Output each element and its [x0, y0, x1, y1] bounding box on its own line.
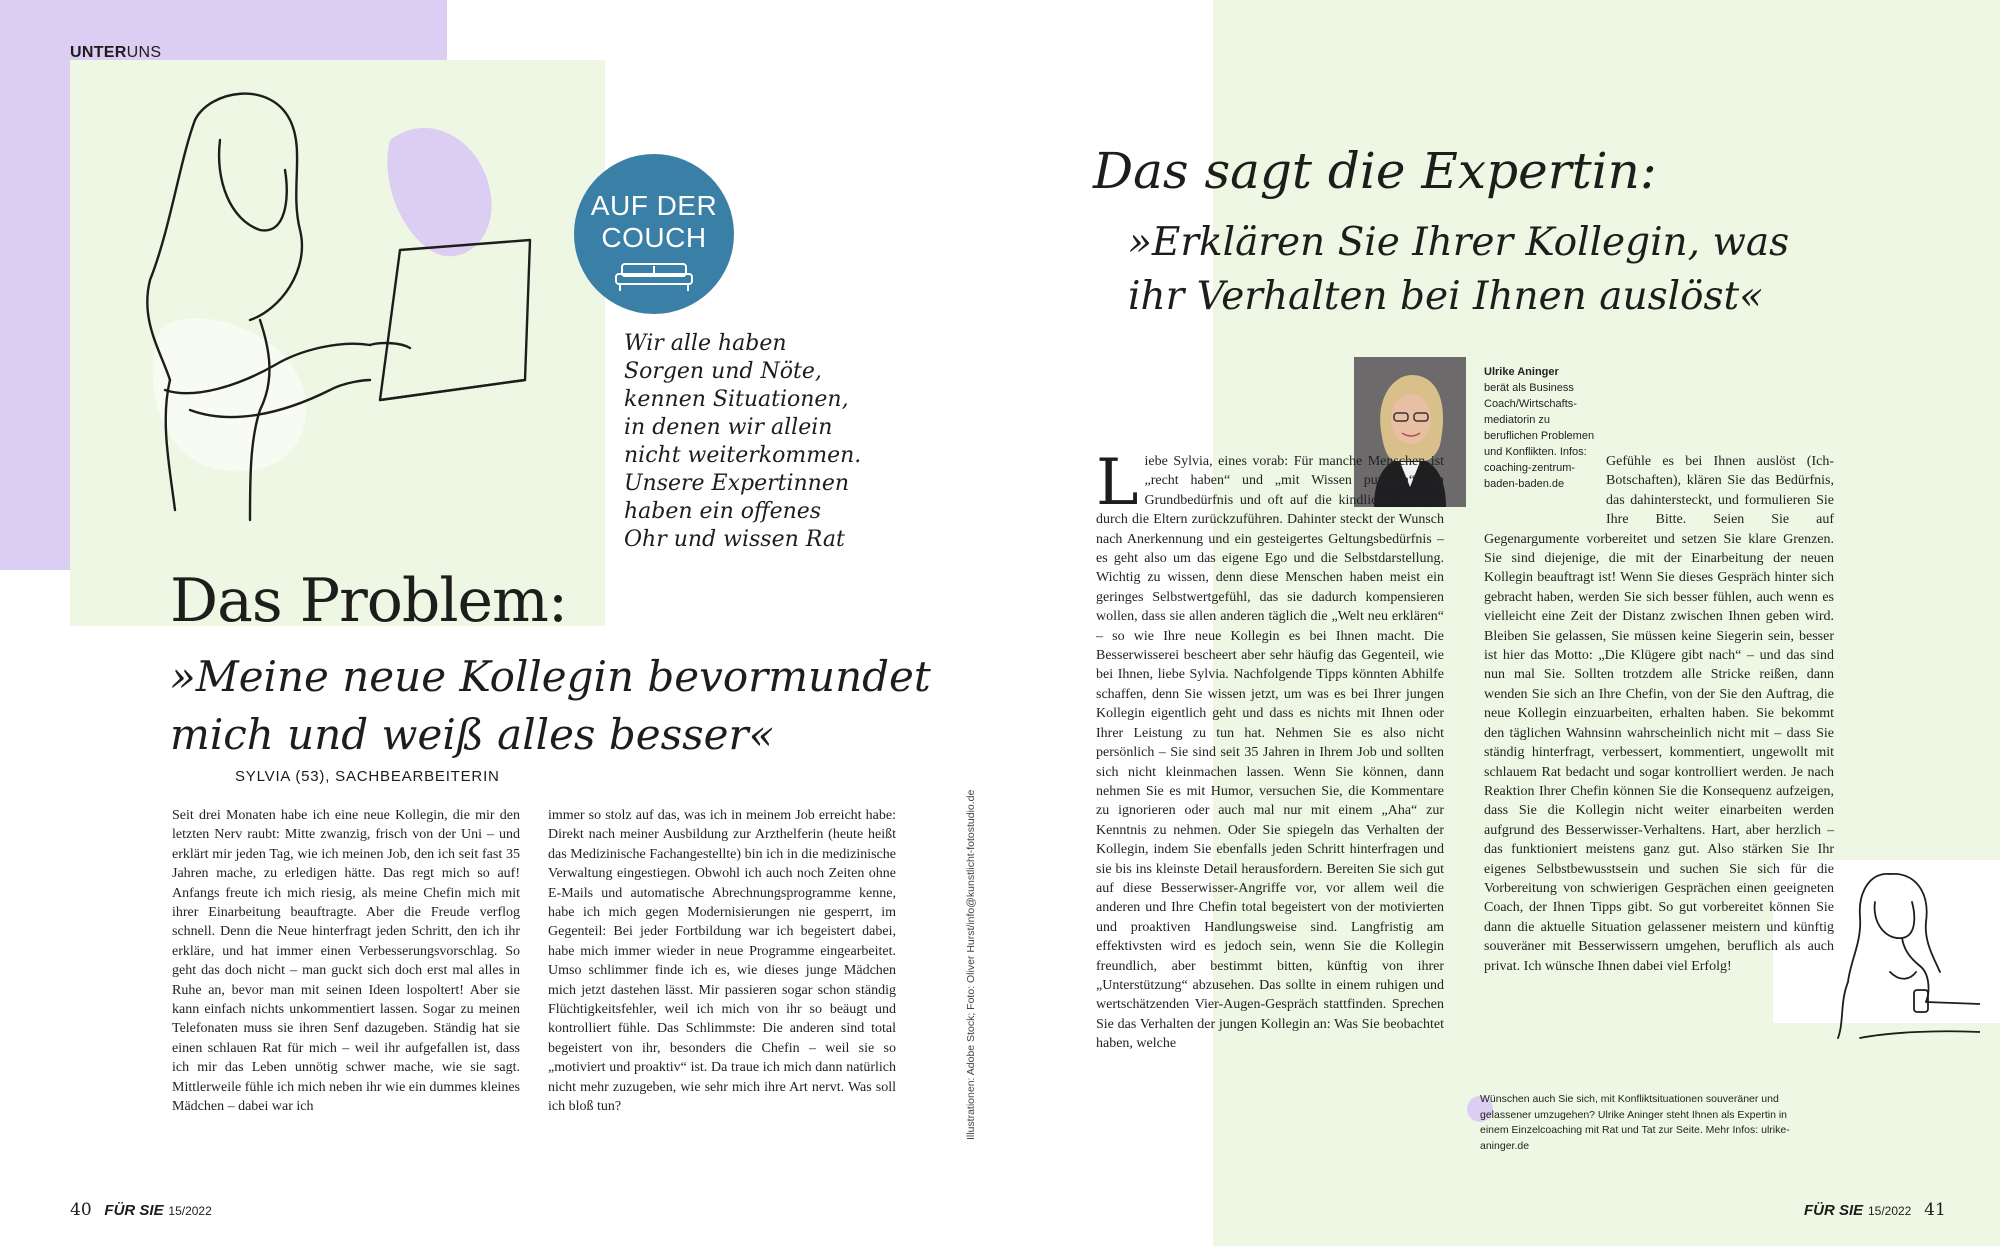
expert-subhead [1128, 216, 1789, 324]
page-number-right: 41 [1924, 1200, 1946, 1220]
answer-column-2 [1484, 452, 1834, 976]
section-label-light: UNS [126, 44, 162, 61]
expert-bio-line: mediatorin zu [1484, 414, 1551, 426]
problem-subhead [170, 648, 931, 764]
intro-line: Ohr und wissen Rat [624, 527, 845, 552]
intro-line: Wir alle haben [624, 331, 787, 356]
subhead-line: »Meine neue Kollegin bevormundet [170, 652, 931, 701]
intro-line: in denen wir allein [624, 415, 833, 440]
expert-bio-line: beruflichen Problemen [1484, 430, 1595, 442]
byline: SYLVIA (53), SACHBEARBEITERIN [235, 768, 500, 785]
expert-bio-line: berät als Business [1484, 382, 1574, 394]
expert-headline: Das sagt die Expertin: [1093, 142, 1657, 200]
issue-right: 15/2022 [1867, 1204, 1912, 1218]
issue-left: 15/2022 [168, 1204, 212, 1218]
folio-left [70, 1200, 212, 1220]
section-label-bold: UNTER [70, 44, 127, 61]
expert-bio-line: Coach/Wirtschafts- [1484, 398, 1577, 410]
section-label [70, 44, 161, 62]
badge-line-2: COUCH [601, 222, 707, 253]
intro-line: nicht weiterkommen. [624, 443, 862, 468]
expert-bio-line: baden-baden.de [1484, 478, 1565, 490]
badge-line-1: AUF DER [590, 190, 718, 221]
intro-line: Unsere Expertinnen [624, 471, 850, 496]
subhead-line: mich und weiß alles besser« [170, 710, 775, 759]
problem-column-1 [172, 806, 520, 1117]
magazine-name-left: FÜR SIE [104, 1202, 164, 1219]
problem-column-2 [548, 806, 896, 1117]
intro-line: kennen Situationen, [624, 387, 849, 412]
intro-line: Sorgen und Nöte, [624, 359, 822, 384]
woman-thinking-illustration [1830, 862, 1980, 1040]
answer-column-1 [1096, 446, 1444, 1054]
auf-der-couch-badge [574, 154, 734, 314]
subhead-line: ihr Verhalten bei Ihnen auslöst« [1128, 274, 1764, 319]
expert-bio-line: und Konflikten. Infos: [1484, 446, 1587, 458]
coaching-note: Wünschen auch Sie sich, mit Konfliktsituationen souveräner und gelassener umzugehen? Ulrike Aninger steht Ihnen als Expertin in einem Einzelcoaching mit Rat und Tat zur Seite. Mehr Infos: ulrike-aninger.de [1480, 1093, 1790, 1152]
drop-cap: L [1096, 446, 1139, 520]
answer-text-2: Gefühle es bei Ihnen auslöst (Ich-Botschaften), klären Sie das Bedürfnis, das dahintersteckt, und formulieren Sie Ihre Bitte. Seien Sie auf Gegenargumente vorbereitet und setzen Sie klare Grenzen. Sie sind diejenige, die mit der Einarbeitung der neuen Kollegin beauftragt ist! Wenn Sie dieses Gespräch hinter sich gebracht haben, werden Sie sich besser fühlen, auch wenn es vielleicht eine Zeit der Distanz zwischen Ihnen geben wird. Bleiben Sie gelassen, Sie müssen keine Siegerin sein, besser ist hier das Motto: „Die Klügere gibt nach“ – und das sind nun mal Sie. Sollten trotzdem alle Stricke reißen, dann wenden Sie sich an Ihre Chefin, von der Sie den Auftrag, die neue Kollegin einzuarbeiten, erhalten haben. Sie bekommt den täglichen Wahnsinn wahrscheinlich nicht mit – dass Sie ständig hinterfragt, verbessert, kommentiert, ungewollt mit schlauem Rat bedacht und sogar kontrolliert werden. Je nach Reaktion Ihrer Chefin können Sie die Konsequenz aufzeigen, dass Sie die Kollegin nicht weiter einarbeiten werden aufgrund des Besserwisser-Verhaltens. Hart, aber herzlich – das funktioniert meistens ganz gut. Also stärken Sie Ihr eigenes Selbstbewusstsein und suchen Sie sich für die Vorbereitung von schwierigen Gesprächen einen geeigneten Coach, der Ihnen Tipps gibt. So gut vorbereitet können Sie dann die aktuelle Situation gelassener meistern und künftig souveräner mit Besserwissern umgehen, beruflich als auch privat. Ich wünsche Ihnen dabei viel Erfolg! [1484, 454, 1834, 974]
woman-with-laptop-illustration [100, 80, 580, 530]
problem-text-1: Seit drei Monaten habe ich eine neue Kollegin, die mir den letzten Nerv raubt: Mitte zwanzig, frisch von der Uni – und erklärt mir jeden Tag, wie ich meinen Job, den ich seit fast 35 Jahren mache, zu erledigen hätte. Das regt mich so auf! Anfangs freute ich mich riesig, als meine Chefin mich mit ihrer Einarbeitung beauftragte. Aber die Freude verflog schnell. Denn die Neue hinterfragt jeden Schritt, den ich ihr erkläre, und hat immer einen Verbesserungsvorschlag. So geht das doch nicht – man guckt sich doch erst mal alles in Ruhe an, bevor man mit seinen Ideen lospoltert! Aber sie kann einfach nichts unkommentiert lassen. Sogar zu meinen Telefonaten muss sie ihren Senf dazugeben. Ständig hat sie einen schlauen Rat für mich – weil ihr aufgefallen ist, dass ich mir das Leben unnötig schwer mache, wie sie sagt. Mittlerweile fühle ich mich neben ihr wie ein dummes kleines Mädchen – dabei war ich [172, 808, 520, 1115]
subhead-line: »Erklären Sie Ihrer Kollegin, was [1128, 220, 1790, 265]
sofa-icon [612, 258, 696, 294]
answer-text-1: iebe Sylvia, eines vorab: Für manche Menschen ist „recht haben“ und „mit Wissen punkten“ ein Grundbedürfnis und oft auf die kindliche Prägung durch die Eltern zurückzuführen. Dahinter steckt der Wunsch nach Anerkennung und ein gesteigertes Geltungsbedürfnis – es geht also um das eigene Ego und die Selbstdarstellung. Wichtig zu wissen, denn diese Menschen haben meist ein geringes Selbstwertgefühl, das sie dadurch kompensieren wollen, dass sie allen anderen täglich die „Welt neu erklären“ – so wie Ihre neue Kollegin es bei Ihnen macht. Die Besserwisserei bescheert aber sehr häufig das Gegenteil, wie bei Ihnen, liebe Sylvia. Nachfolgende Tipps könnten Abhilfe schaffen, denn Sie wissen jetzt, um was es bei Ihrer jungen Kollegin eigentlich geht und dass es nichts mit Ihnen oder Ihrer Leistung zu tun hat. Nehmen Sie es also nicht persönlich – Sie sind seit 35 Jahren in Ihrem Job und sollten sich nicht kleinmachen lassen. Wenn Sie können, dann nehmen Sie es mit Humor, versuchen Sie, die Kommentare zu ignorieren oder auch mal nur mit einem „Aha“ zur Kenntnis zu nehmen. Oder Sie spiegeln das Verhalten der Kollegin, indem Sie ebenfalls jeden Schritt hinterfragen und sie bis ins kleinste Detail herausfordern. Bereiten Sie sich gut auf diese Besserwisser-Angriffe vor, vor allem weil die anderen und Ihre Chefin total begeistert von der motivierten und proaktiven Handlungsweise sind. Langfristig am effektivsten wird es jedoch sein, wenn Sie die Kollegin freundlich, aber bestimmt bitten, künftig von ihrer „Unterstützung“ abzusehen. Das sollte in einem ruhigen und wertschätzenden Vier-Augen-Gespräch stattfinden. Sprechen Sie das Verhalten der jungen Kollegin an: Was Sie beobachtet haben, welche [1096, 454, 1444, 1052]
expert-bio-line: coaching-zentrum- [1484, 462, 1576, 474]
photo-credit: Illustrationen: Adobe Stock; Foto: Oliver Hurst/info@kunstlicht-fotostudio.de [965, 789, 977, 1140]
intro-line: haben ein offenes [624, 499, 822, 524]
expert-name: Ulrike Aninger [1484, 366, 1559, 378]
folio-right [1804, 1200, 1946, 1220]
magazine-name-right: FÜR SIE [1804, 1202, 1864, 1219]
page-number-left: 40 [70, 1200, 92, 1220]
problem-text-2: immer so stolz auf das, was ich in meinem Job erreicht habe: Direkt nach meiner Ausbildung zur Arzthelferin (heute heißt das Medizinische Fachangestellte) bin ich in die medizinische Verwaltung eingestiegen. Obwohl ich auch noch Zeiten ohne E-Mails und automatische Abrechnungsprogramme kenne, habe ich mich gegen Modernisierungen nie gesperrt, im Gegenteil: Bei jeder Fortbildung war ich begeistert dabei, habe mich immer wieder in neue Programme eingearbeitet. Umso schlimmer finde ich es, wie dieses junge Mädchen mich jetzt dastehen lässt. Mir passieren sogar schon ständig Flüchtigkeitsfehler, weil ich mich von ihr so beäugt und kontrolliert fühle. Das Schlimmste: Die anderen sind total begeistert von ihr, besonders die Chefin – weil sie so „motiviert und proaktiv“ ist. Da traue ich mich dann natürlich nicht mehr zuzugeben, wie sehr mich ihre Art nervt. Was soll ich bloß tun? [548, 808, 896, 1115]
problem-headline: Das Problem: [170, 566, 568, 636]
intro-text [624, 330, 861, 554]
